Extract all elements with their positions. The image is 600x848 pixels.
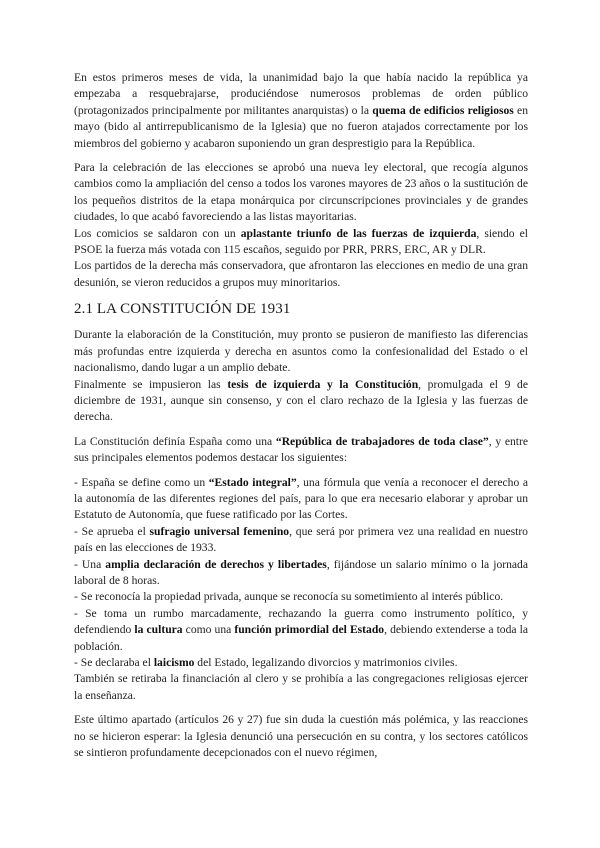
list-item-estado-integral xyxy=(74,475,528,524)
text-segment: - España se define como un xyxy=(74,475,209,489)
paragraph-articulos-26-27 xyxy=(74,712,528,761)
text-segment: , y entre sus principales elementos podemos destacar los siguientes: xyxy=(74,434,528,465)
bold-text: “Estado integral” xyxy=(208,475,297,489)
text-segment: , fijándose un salario mínimo o la jornada laboral de 8 horas. xyxy=(74,557,528,587)
bold-text: laicismo xyxy=(153,656,195,669)
text-segment: Los comicios se saldaron con un xyxy=(74,226,241,240)
text-segment: como una xyxy=(182,623,235,637)
bold-text: amplia declaración de derechos y libertades xyxy=(105,557,327,571)
text-segment: del Estado, legalizando divorcios y matrimonios civiles. xyxy=(194,656,458,669)
text-segment: - Se aprueba el xyxy=(74,524,150,538)
paragraph-constitution-promulgation xyxy=(74,377,528,426)
text-segment: Los partidos de la derecha más conservadora, que afrontaron las elecciones en medio de una gran desunión, se vieron reducidos a grupos muy minoritarios. xyxy=(74,259,528,289)
text-segment: , que será por primera vez una realidad en nuestro país en las elecciones de 1933. xyxy=(74,524,528,555)
text-segment: Para la celebración de las elecciones se aprobó una nueva ley electoral, que recogía algunos cambios como la ampliación del censo a todos los varones mayores de 23 años o la sustitución de los pequeños distritos de la etapa monárquica por circunscripciones provinciales y de grandes ciudades, lo que acabó favoreciendo a las listas mayoritarias. xyxy=(74,161,528,224)
list-item-derechos xyxy=(74,557,528,590)
text-segment: , debiendo extenderse a toda la población. xyxy=(74,623,528,653)
paragraph-right-parties xyxy=(74,258,528,291)
text-segment: También se retiraba la financiación al clero y se prohibía a las congregaciones religiosas ejercer la enseñanza. xyxy=(74,672,528,702)
bold-text: tesis de izquierda y la Constitución xyxy=(227,377,419,391)
paragraph-electoral-law xyxy=(74,160,528,226)
text-segment: En estos primeros meses de vida, la unanimidad bajo la que había nacido la república ya empezaba a resquebrajarse, produciéndose numerosos problemas de orden público (protagonizados principalmente por militantes anarquistas) o la xyxy=(74,71,528,117)
text-segment: Finalmente se impusieron las xyxy=(74,377,228,391)
paragraph-constitution-debate xyxy=(74,327,528,376)
text-segment: - Una xyxy=(74,557,106,571)
paragraph-election-results xyxy=(74,226,528,259)
text-segment: , una fórmula que venía a reconocer el derecho a la autonomía de las diferentes regiones del país, para lo que era necesario elaborar y aprobar un Estatuto de Autonomía, que fuese ratificado por las Cortes. xyxy=(74,475,528,522)
bold-text: función primordial del Estado xyxy=(234,623,385,637)
bold-text: la cultura xyxy=(134,623,183,637)
bold-text: aplastante triunfo de las fuerzas de izquierda xyxy=(240,226,477,240)
text-segment: , promulgada el 9 de diciembre de 1931, aunque sin consenso, y con el claro rechazo de la Iglesia y las fuerzas de derecha. xyxy=(74,377,528,424)
text-segment: - Se toma un rumbo marcadamente, rechazando la guerra como instrumento político, y defendiendo xyxy=(74,606,528,637)
text-segment: - Se reconocía la propiedad privada, aunque se reconocía su sometimiento al interés público. xyxy=(74,590,504,604)
text-segment: La Constitución definía España como una xyxy=(74,434,276,448)
bold-text: sufragio universal femenino xyxy=(149,524,290,538)
section-heading: 2.1 LA CONSTITUCIÓN DE 1931 xyxy=(74,301,291,318)
bold-text: quema de edificios religiosos xyxy=(372,103,514,117)
text-segment: en mayo (bido al antirrepublicanismo de la Iglesia) que no fueron atajados correctamente por los miembros del gobierno y acabaron suponiendo un gran desprestigio para la República. xyxy=(74,103,528,150)
text-segment: Este último apartado (artículos 26 y 27) fue sin duda la cuestión más polémica, y las reacciones no se hicieron esperar: la Iglesia denunció una persecución en su contra, y los sectores católicos se sintieron profundamente decepcionados con el nuevo régimen, xyxy=(74,713,528,760)
paragraph-financiacion-clero xyxy=(74,671,528,704)
list-item-laicismo xyxy=(74,655,528,671)
document-page xyxy=(74,70,528,769)
text-segment: , siendo el PSOE la fuerza más votada con 115 escaños, seguido por PRR, PRRS, ERC, AR y DLR. xyxy=(74,226,528,257)
paragraph-constitution-definition xyxy=(74,434,528,467)
paragraph-religious-burnings xyxy=(74,70,528,152)
list-item-sufragio xyxy=(74,524,528,557)
text-segment: - Se declaraba el xyxy=(74,656,154,669)
list-item-cultura xyxy=(74,606,528,655)
list-item-propiedad xyxy=(74,589,528,605)
bold-text: “República de trabajadores de toda clase” xyxy=(275,434,489,448)
text-segment: Durante la elaboración de la Constitución, muy pronto se pusieron de manifiesto las diferencias más profundas entre izquierda y derecha en asuntos como la confesionalidad del Estado o el nacionalismo, dando lugar a un amplio debate. xyxy=(74,328,528,375)
